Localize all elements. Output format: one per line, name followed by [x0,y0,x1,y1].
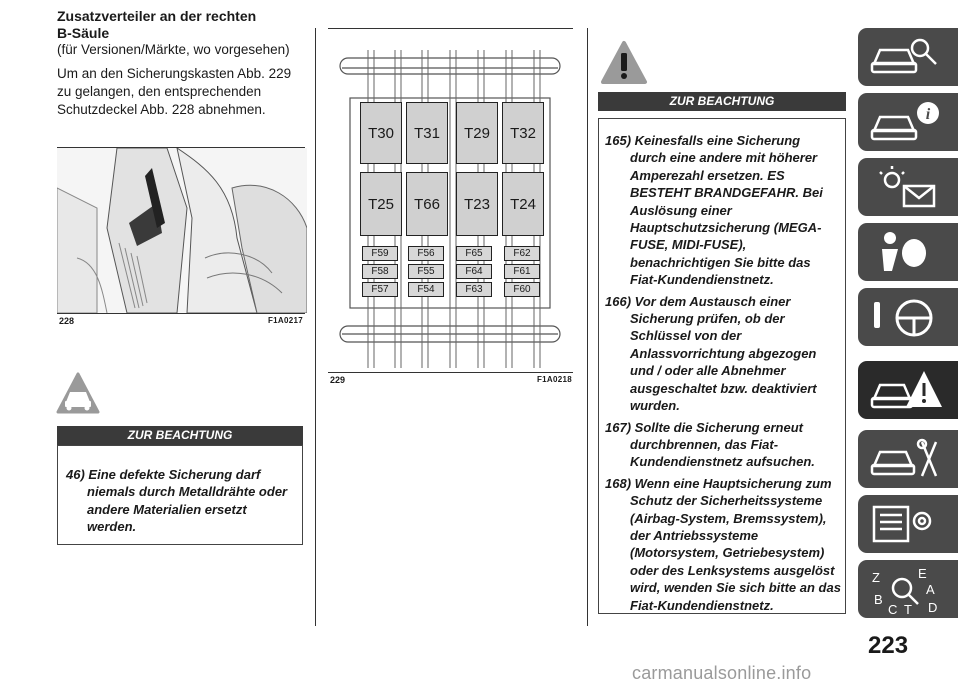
svg-text:T: T [904,602,912,616]
fuse-tile: F59 [362,246,398,261]
watermark: carmanualsonline.info [632,663,812,683]
svg-text:D: D [928,600,938,615]
tab-maintenance[interactable] [858,430,958,488]
fuse-tile: F57 [362,282,398,297]
specs-gear-icon [868,501,944,547]
column-divider [587,28,588,626]
fuse-tile: F63 [456,282,492,297]
figure-bottom-rule [328,372,573,373]
fuse-tile: F64 [456,264,492,279]
warning-item-text: durch eine andere mit höherer Amperezahl ersetzen. ES BESTEHT BRANDGEFAHR. Bei Auslösung einer Hauptschutzsicherung (MEGA-FUSE, MIDI-FUSE), benachrichtigen Sie bitte das Fiat-Kundendienstnetz. [630,150,823,288]
svg-text:A: A [926,582,935,597]
warning-item-line1: Vor dem Austausch einer [634,293,791,309]
section-body [57,65,307,119]
section-title-line2: B-Säule [57,25,110,41]
section-subtitle: (für Versionen/Märkte, wo vorgesehen) [57,42,290,57]
warning-item [605,475,841,614]
warning-exclamation-icon [600,40,648,86]
warning-box [57,445,303,545]
figure-top-rule [328,28,573,29]
warning-item-line1: Wenn eine Hauptsicherung zum [634,475,832,491]
svg-text:C: C [888,602,898,616]
fuse-tile: F58 [362,264,398,279]
relay-tile: T24 [502,172,544,236]
car-warning-icon [868,367,944,413]
body-line: Um an den Sicherungskasten Abb. 229 [57,66,292,81]
airbag-person-icon [868,229,944,275]
warning-car-icon [56,372,100,416]
car-info-icon [868,99,944,145]
warning-item-number: 165) [605,133,632,148]
figure-228-photo [57,148,307,313]
steering-wheel-icon [868,294,944,340]
fuse-tile: F61 [504,264,540,279]
warning-item-number: 167) [605,419,632,435]
svg-text:B: B [874,592,883,607]
fuse-tile: F54 [408,282,444,297]
relay-tile: T32 [502,102,544,164]
relay-tile: T31 [406,102,448,164]
tab-starting-driving[interactable] [858,288,958,346]
relay-tile: T25 [360,172,402,236]
light-mail-icon [868,164,944,210]
fuse-tile: F65 [456,246,492,261]
svg-text:i: i [925,106,931,123]
body-line: zu gelangen, den entsprechenden [57,84,262,99]
relay-tile: T30 [360,102,402,164]
tab-car-info[interactable] [858,93,958,151]
figure-code: F1A0218 [537,375,573,384]
warning-item-number: 168) [605,475,632,491]
relay-tile: T29 [456,102,498,164]
relay-tile: T23 [456,172,498,236]
page-number: 223 [868,632,909,659]
warning-header: ZUR BEACHTUNG [57,426,303,445]
fuse-tile: F62 [504,246,540,261]
warning-item-text: Schutz der Sicherheitssysteme (Airbag-System, Bremssystem), der Antriebssysteme (Motorsystem, Getriebesystem) oder des Lenksystems ausgelöst wird, wenden Sie sich bitte an das Fiat-Kundendienstnetz. [630,493,841,613]
svg-text:Z: Z [872,570,880,585]
svg-text:E: E [918,566,927,581]
warning-item-text: Sicherung prüfen, ob der Schlüssel von der Anlassvorrichtung abgezogen und / oder alle Abnehmer ausgeschaltet bzw. deaktiviert wurden. [630,311,817,414]
warning-box [598,118,846,614]
warning-item [605,419,841,471]
fuse-tile: F60 [504,282,540,297]
figure-number: 229 [330,375,346,385]
warning-item-line1: Sollte die Sicherung erneut [634,419,803,435]
car-tools-icon [868,436,944,482]
figure-number: 228 [59,316,75,326]
warning-item-line1: Eine defekte Sicherung darf [88,467,261,482]
section-title-line1: Zusatzverteiler an der rechten [57,8,257,24]
relay-tile: T66 [406,172,448,236]
tab-emergency[interactable] [858,361,958,419]
warning-item-line1: Keinesfalls eine Sicherung [634,133,801,148]
section-title [57,8,317,42]
column-divider [315,28,316,626]
warning-item [605,293,841,415]
index-search-icon [868,566,944,616]
warning-header: ZUR BEACHTUNG [598,92,846,111]
tab-safety[interactable] [858,223,958,281]
tab-car-search[interactable] [858,28,958,86]
tab-index[interactable] [858,560,958,618]
tab-lights-messages[interactable] [858,158,958,216]
car-search-icon [868,34,944,80]
figure-bottom-rule [57,313,305,314]
warning-item [58,446,302,536]
warning-item-text: niemals durch Metalldrähte oder andere Materialien ersetzt werden. [87,484,288,535]
fuse-tile: F55 [408,264,444,279]
warning-item [605,132,841,289]
fuse-tile: F56 [408,246,444,261]
body-line: Schutzdeckel Abb. 228 abnehmen. [57,102,266,117]
warning-item-text: durchbrennen, das Fiat-Kundendienstnetz aufsuchen. [630,436,815,470]
warning-item-number: 46) [66,467,85,482]
warning-item-number: 166) [605,293,632,309]
figure-code: F1A0217 [268,316,304,325]
tab-technical-data[interactable] [858,495,958,553]
